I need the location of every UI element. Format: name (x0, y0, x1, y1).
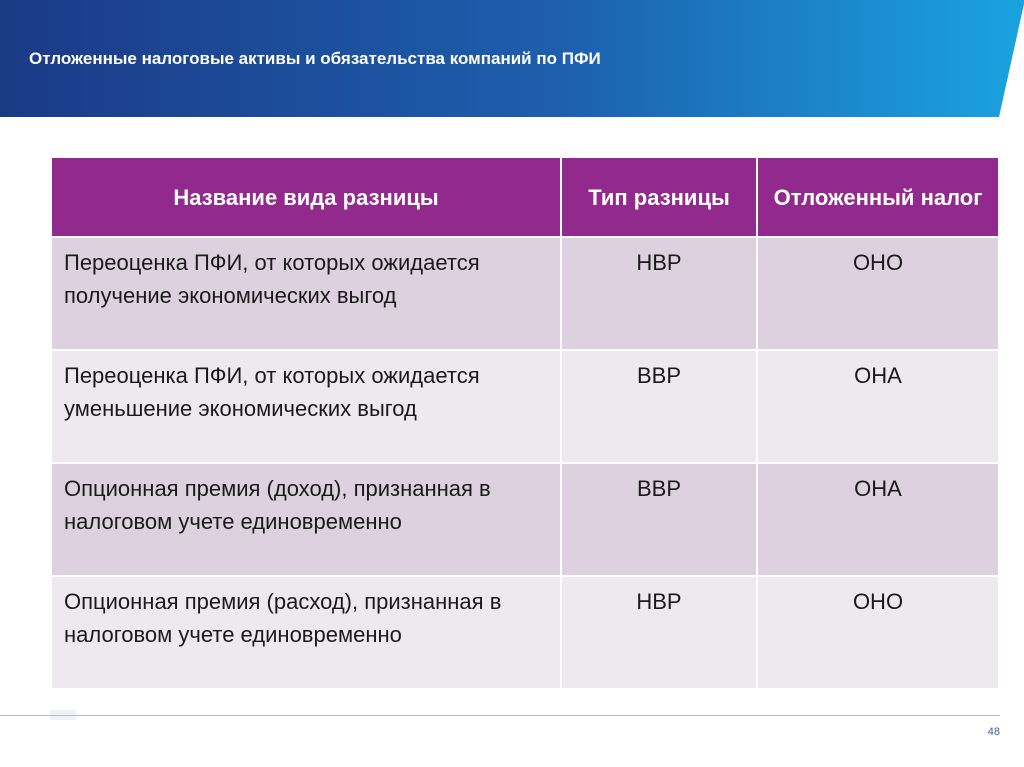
cell-difference-name: Опционная премия (расход), признанная в налоговом учете единовременно (51, 576, 561, 689)
table-header-row (51, 157, 999, 237)
cell-difference-name: Переоценка ПФИ, от которых ожидается уменьшение экономических выгод (51, 350, 561, 463)
cell-deferred-tax: ОНА (757, 350, 999, 463)
table-row (51, 237, 999, 350)
slide-title: Отложенные налоговые активы и обязательства компаний по ПФИ (29, 49, 601, 68)
cell-difference-type: ВВР (561, 463, 757, 576)
column-header-tax: Отложенный налог (757, 157, 999, 237)
table-row (51, 350, 999, 463)
footer-divider (0, 715, 1000, 716)
tax-differences-table (50, 156, 998, 690)
table-row (51, 576, 999, 689)
cell-deferred-tax: ОНО (757, 237, 999, 350)
cell-difference-type: ВВР (561, 350, 757, 463)
cell-difference-name: Опционная премия (доход), признанная в налоговом учете единовременно (51, 463, 561, 576)
column-header-name: Название вида разницы (51, 157, 561, 237)
table-row (51, 463, 999, 576)
cell-difference-type: НВР (561, 237, 757, 350)
page-number: 48 (987, 726, 1000, 738)
cell-deferred-tax: ОНА (757, 463, 999, 576)
cell-difference-type: НВР (561, 576, 757, 689)
cell-deferred-tax: ОНО (757, 576, 999, 689)
column-header-type: Тип разницы (561, 157, 757, 237)
cell-difference-name: Переоценка ПФИ, от которых ожидается получение экономических выгод (51, 237, 561, 350)
